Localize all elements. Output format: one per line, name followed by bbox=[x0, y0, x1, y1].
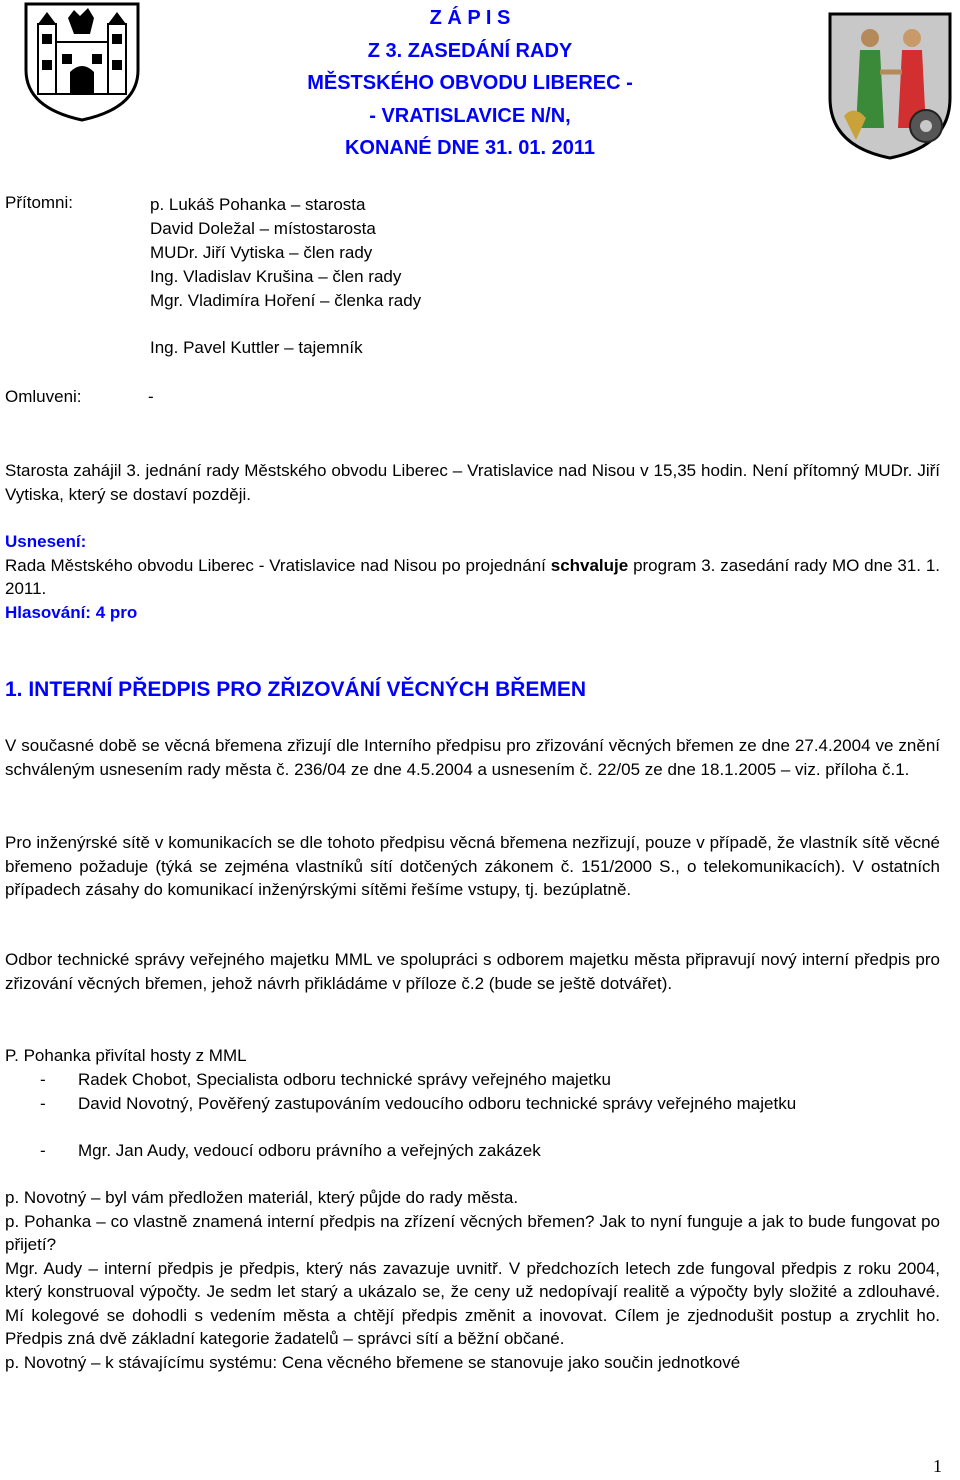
title-line: - VRATISLAVICE N/N, bbox=[369, 104, 571, 127]
guest-name: Radek Chobot, Specialista odboru technické správy veřejného majetku bbox=[78, 1070, 611, 1089]
resolution-block bbox=[5, 530, 940, 624]
section-paragraph: V současné době se věcná břemena zřizují dle Interního předpisu pro zřizování věcných břemen ze dne 27.4.2004 ve znění schváleným usnesením rady města č. 236/04 ze dne 4.5.2004 a usnesením č. 22/05 ze dne 18.1.2005 – viz. příloha č.1. bbox=[5, 736, 940, 779]
discussion-entry: Mgr. Audy – interní předpis je předpis, který nás zavazuje uvnitř. V předchozích letech zde fungoval předpis z roku 2004, který konstruoval výpočty. Je sedm let starý a ukázalo se, že ceny už nedopívají realitě a výpočty byly složité a zdlouhavé. Mí kolegové se dohodli s vedením města a chtějí předpis změnit a inovovat. Cílem je zjednodušit postup a zrychlit ho. Předpis zná dvě základní kategorie žadatelů – správci sítí a běžní občané. bbox=[5, 1258, 940, 1348]
guests-intro: P. Pohanka přivítal hosty z MML bbox=[5, 1046, 247, 1065]
title-line: Z Á P I S bbox=[429, 7, 511, 29]
guest-name: Mgr. Jan Audy, vedoucí odboru právního a veřejných zakázek bbox=[78, 1141, 541, 1160]
present-member: p. Lukáš Pohanka – starosta bbox=[150, 195, 366, 214]
opening-paragraph: Starosta zahájil 3. jednání rady Městského obvodu Liberec – Vratislavice nad Nisou v 15,35 hodin. Není přítomný MUDr. Jiří Vytiska, který se dostaví později. bbox=[5, 461, 940, 504]
resolution-text bbox=[5, 554, 940, 601]
secretary: Ing. Pavel Kuttler – tajemník bbox=[150, 338, 363, 357]
excused-value: - bbox=[148, 387, 154, 406]
present-member: MUDr. Jiří Vytiska – člen rady bbox=[150, 243, 373, 262]
title-line: KONANÉ DNE 31. 01. 2011 bbox=[344, 137, 596, 159]
present-member: Ing. Vladislav Krušina – člen rady bbox=[150, 267, 402, 286]
resolution-text-before: Rada Městského obvodu Liberec - Vratislavice nad Nisou po projednání bbox=[5, 555, 551, 575]
excused-label: Omluveni: bbox=[5, 387, 82, 406]
voting-result: Hlasování: 4 pro bbox=[5, 602, 138, 622]
section-paragraph: Pro inženýrské sítě v komunikacích se dle tohoto předpisu věcná břemena nezřizují, pouze v případě, že vlastník sítě věcné břemeno požaduje (týká se zejména vlastníků sítí dotčených zákonem č. 151/2000 S., o telekomunikacích). V ostatních případech zásahy do komunikací inženýrskými sítěmi řešíme vstupy, tj. bezúplatně. bbox=[5, 833, 940, 899]
section-paragraph: Odbor technické správy veřejného majetku MML ve spolupráci s odborem majetku města připravují nový interní předpis pro zřizování věcných břemen, jehož návrh přikládáme v příloze č.2 (bude se ještě dotvářet). bbox=[5, 950, 940, 993]
section-title: 1. INTERNÍ PŘEDPIS PRO ZŘIZOVÁNÍ VĚCNÝCH BŘEMEN bbox=[5, 678, 587, 701]
liberec-coat-of-arms-icon bbox=[22, 0, 142, 122]
present-list bbox=[150, 193, 421, 313]
discussion-entry: p. Novotný – byl vám předložen materiál, který půjde do rady města. bbox=[5, 1188, 519, 1207]
list-bullet: - bbox=[40, 1070, 46, 1089]
title-line: Z 3. ZASEDÁNÍ RADY bbox=[367, 39, 573, 62]
resolution-approves: schvaluje bbox=[550, 555, 629, 575]
resolution-text-after: program 3. zasedání rady MO dne 31. 1. 2011. bbox=[5, 555, 940, 598]
list-bullet: - bbox=[40, 1141, 46, 1160]
present-member: Mgr. Vladimíra Hoření – členka rady bbox=[150, 291, 422, 310]
list-bullet: - bbox=[40, 1094, 46, 1113]
present-label: Přítomni: bbox=[5, 193, 74, 212]
present-member: David Doležal – místostarosta bbox=[150, 219, 376, 238]
discussion-entry: p. Pohanka – co vlastně znamená interní předpis na zřízení věcných břemen? Jak to nyní funguje a jak to bude fungovat po přijetí? bbox=[5, 1211, 940, 1254]
document-title bbox=[240, 2, 700, 165]
discussion-entry: p. Novotný – k stávajícímu systému: Cena věcného břemene se stanovuje jako součin jednotkové bbox=[5, 1352, 741, 1372]
page-number: 1 bbox=[933, 1456, 942, 1476]
guest-name: David Novotný, Pověřený zastupováním vedoucího odboru technické správy veřejného majetku bbox=[78, 1094, 797, 1113]
discussion-block bbox=[5, 1186, 940, 1374]
title-line: MĚSTSKÉHO OBVODU LIBEREC - bbox=[307, 72, 633, 94]
vratislavice-coat-of-arms-icon bbox=[826, 8, 954, 160]
resolution-label: Usnesení: bbox=[5, 532, 87, 551]
